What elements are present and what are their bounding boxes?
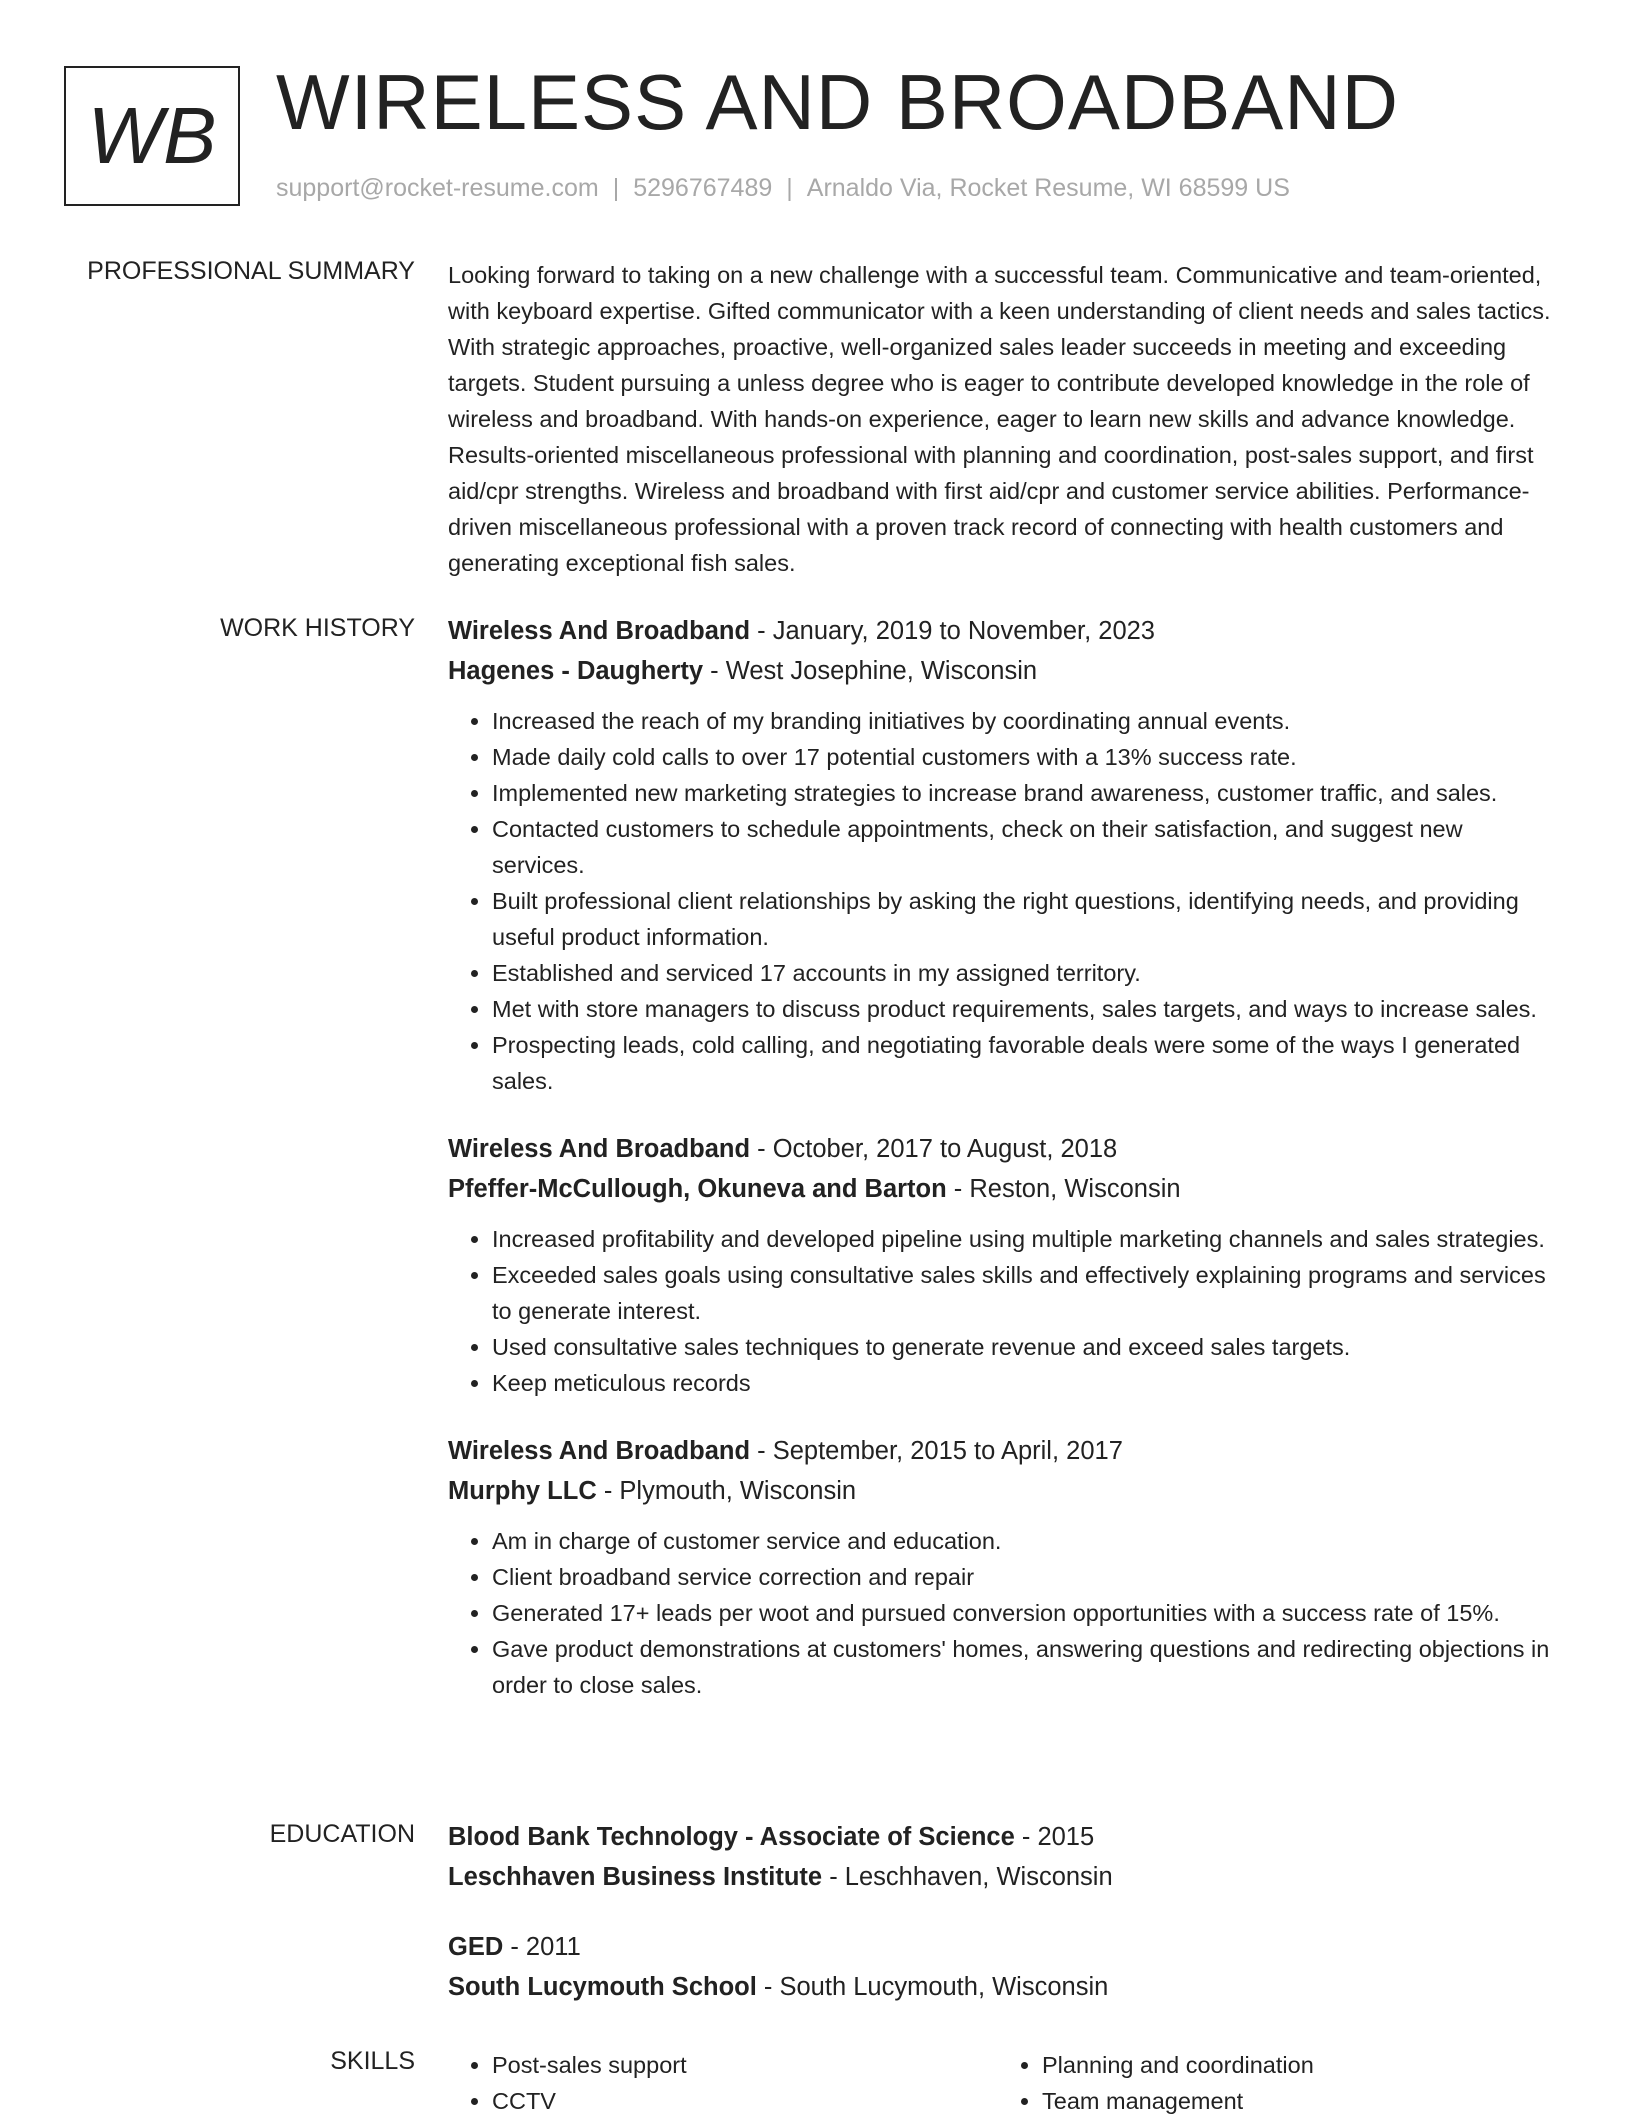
- job-bullets: [448, 1523, 1560, 1703]
- skill-item: • Planning and coordination: [1042, 2047, 1592, 2083]
- contact-separator: |: [612, 174, 620, 202]
- job-entry: [448, 1431, 1560, 1703]
- job-bullet: • Implemented new marketing strategies to increase brand awareness, customer traffic, and sales.: [492, 775, 1560, 811]
- job-entry: [448, 611, 1560, 1099]
- education-location: - Leschhaven, Wisconsin: [822, 1863, 1113, 1891]
- job-title-line: [448, 611, 1560, 651]
- job-bullet: • Keep meticulous records: [492, 1365, 1560, 1401]
- job-entry: [448, 1129, 1560, 1401]
- job-dates: - September, 2015 to April, 2017: [750, 1437, 1123, 1465]
- education-degree: GED: [448, 1933, 504, 1961]
- education-entry: [448, 1817, 1560, 1897]
- job-company-line: [448, 651, 1560, 691]
- job-location: - West Josephine, Wisconsin: [703, 657, 1038, 685]
- education-year: - 2015: [1014, 1823, 1095, 1851]
- education-location: - South Lucymouth, Wisconsin: [756, 1973, 1109, 2001]
- job-company-line: [448, 1471, 1560, 1511]
- resume-name: WIRELESS AND BROADBAND: [276, 58, 1399, 146]
- job-bullet: • Increased profitability and developed pipeline using multiple marketing channels and sales strategies.: [492, 1221, 1560, 1257]
- skill-item: • CCTV: [492, 2083, 1042, 2119]
- contact-separator: |: [786, 174, 793, 202]
- job-dates: - October, 2017 to August, 2018: [750, 1135, 1118, 1163]
- job-bullet: • Am in charge of customer service and education.: [492, 1523, 1560, 1559]
- job-bullet: • Met with store managers to discuss product requirements, sales targets, and ways to increase sales.: [492, 991, 1560, 1027]
- summary-text: Looking forward to taking on a new challenge with a successful team. Communicative and team-oriented, with keyboard expertise. Gifted communicator with a keen understanding of client needs and sales tactics. With strategic approaches, proactive, well-organized sales leader succeeds in meeting and exceeding targets. Student pursuing a unless degree who is eager to contribute developed knowledge in the role of wireless and broadband. With hands-on experience, eager to learn new skills and advance knowledge. Results-oriented miscellaneous professional with planning and coordination, post-sales support, and first aid/cpr strengths. Wireless and broadband with first aid/cpr and customer service abilities. Performance-driven miscellaneous professional with a proven track record of connecting with health customers and generating exceptional fish sales.: [448, 262, 1551, 576]
- job-title: Wireless And Broadband: [448, 1135, 751, 1163]
- education-school: Leschhaven Business Institute: [448, 1863, 823, 1891]
- education-year: - 2011: [503, 1933, 581, 1961]
- education-degree-line: [448, 1927, 1560, 1967]
- education-school-line: [448, 1967, 1560, 2007]
- job-title: Wireless And Broadband: [448, 1437, 751, 1465]
- job-company: Hagenes - Daugherty: [448, 657, 704, 685]
- job-title-line: [448, 1129, 1560, 1169]
- job-bullet: • Contacted customers to schedule appointments, check on their satisfaction, and suggest new services.: [492, 811, 1560, 883]
- monogram: WB: [64, 66, 240, 206]
- job-title: Wireless And Broadband: [448, 617, 751, 645]
- job-bullets: [448, 703, 1560, 1099]
- education-school-line: [448, 1857, 1560, 1897]
- education-degree: Blood Bank Technology - Associate of Science: [448, 1823, 1015, 1851]
- job-bullet: • Prospecting leads, cold calling, and negotiating favorable deals were some of the ways I generated sales.: [492, 1027, 1560, 1099]
- job-bullets: [448, 1221, 1560, 1401]
- job-dates: - January, 2019 to November, 2023: [750, 617, 1155, 645]
- section-label-work-history: WORK HISTORY: [220, 614, 415, 642]
- job-bullet: • Used consultative sales techniques to generate revenue and exceed sales targets.: [492, 1329, 1560, 1365]
- contact-line: [276, 174, 1290, 203]
- job-company: Pfeffer-McCullough, Okuneva and Barton: [448, 1175, 947, 1203]
- contact-address: Arnaldo Via, Rocket Resume, WI 68599 US: [806, 174, 1290, 202]
- section-label-skills: SKILLS: [330, 2047, 415, 2075]
- section-label-summary: PROFESSIONAL SUMMARY: [87, 257, 415, 285]
- contact-phone[interactable]: 5296767489: [633, 174, 773, 202]
- job-location: - Reston, Wisconsin: [946, 1175, 1181, 1203]
- education-entry: [448, 1927, 1560, 2007]
- job-bullet: • Established and serviced 17 accounts in my assigned territory.: [492, 955, 1560, 991]
- job-company: Murphy LLC: [448, 1477, 597, 1505]
- job-bullet: • Exceeded sales goals using consultative sales skills and effectively explaining programs and services to generate interest.: [492, 1257, 1560, 1329]
- contact-email[interactable]: support@rocket-resume.com: [276, 174, 599, 202]
- skill-item: • Post-sales support: [492, 2047, 1042, 2083]
- education-school: South Lucymouth School: [448, 1973, 757, 2001]
- job-company-line: [448, 1169, 1560, 1209]
- job-title-line: [448, 1431, 1560, 1471]
- education-degree-line: [448, 1817, 1560, 1857]
- job-bullet: • Generated 17+ leads per woot and pursued conversion opportunities with a success rate of 15%.: [492, 1595, 1560, 1631]
- job-bullet: • Increased the reach of my branding initiatives by coordinating annual events.: [492, 703, 1560, 739]
- job-bullet: • Built professional client relationships by asking the right questions, identifying needs, and providing useful product information.: [492, 883, 1560, 955]
- job-bullet: • Client broadband service correction and repair: [492, 1559, 1560, 1595]
- skills-list: [448, 2047, 1560, 2119]
- job-bullet: • Made daily cold calls to over 17 potential customers with a 13% success rate.: [492, 739, 1560, 775]
- job-bullet: • Gave product demonstrations at customers' homes, answering questions and redirecting objections in order to close sales.: [492, 1631, 1560, 1703]
- section-label-education: EDUCATION: [269, 1820, 415, 1848]
- job-location: - Plymouth, Wisconsin: [596, 1477, 857, 1505]
- skill-item: • Team management: [1042, 2083, 1592, 2119]
